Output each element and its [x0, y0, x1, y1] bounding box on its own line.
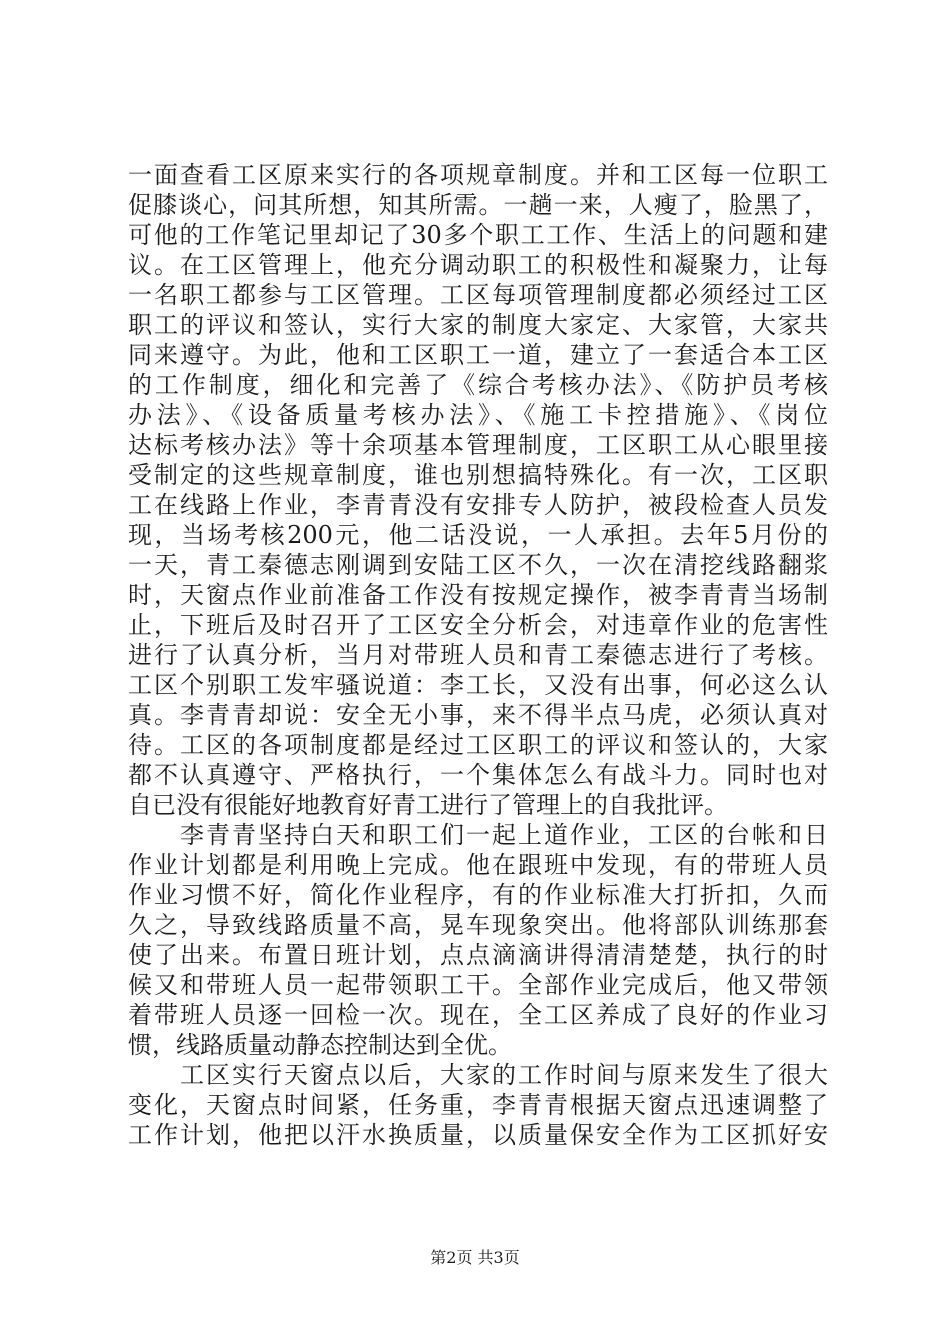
text-line: 工区实行天窗点以后，大家的工作时间与原来发生了很大	[128, 1061, 828, 1089]
text-line: 现，当场考核200元，他二话没说，一人承担。去年5月份的	[128, 521, 828, 549]
text-line: 作业习惯不好，简化作业程序，有的作业标准大打折扣，久而	[128, 881, 828, 909]
text-line: 使了出来。布置日班计划，点点滴滴讲得清清楚楚，执行的时	[128, 941, 828, 969]
text-line: 久之，导致线路质量不高，晃车现象突出。他将部队训练那套	[128, 911, 828, 939]
text-line: 的工作制度，细化和完善了《综合考核办法》、《防护员考核	[128, 371, 828, 399]
text-line: 一天，青工秦德志刚调到安陆工区不久，一次在清挖线路翻浆	[128, 551, 828, 579]
text-line: 职工的评议和签认，实行大家的制度大家定、大家管，大家共	[128, 311, 828, 339]
page-footer: 第2页 共3页	[430, 1248, 520, 1267]
text-line: 止，下班后及时召开了工区安全分析会，对违章作业的危害性	[128, 611, 828, 639]
text-line: 同来遵守。为此，他和工区职工一道，建立了一套适合本工区	[128, 341, 828, 369]
text-line: 李青青坚持白天和职工们一起上道作业，工区的台帐和日	[128, 821, 828, 849]
text-line: 促膝谈心，问其所想，知其所需。一趟一来，人瘦了，脸黑了，	[128, 191, 828, 219]
text-line: 达标考核办法》等十余项基本管理制度，工区职工从心眼里接	[128, 431, 828, 459]
text-line: 可他的工作笔记里却记了30多个职工工作、生活上的问题和建	[128, 221, 828, 249]
text-line: 一面查看工区原来实行的各项规章制度。并和工区每一位职工	[128, 161, 828, 189]
text-line: 作业计划都是利用晚上完成。他在跟班中发现，有的带班人员	[128, 851, 828, 879]
text-line: 真。李青青却说：安全无小事，来不得半点马虎，必须认真对	[128, 701, 828, 729]
body-text	[128, 160, 828, 1150]
text-line: 候又和带班人员一起带领职工干。全部作业完成后，他又带领	[128, 971, 828, 999]
text-line: 都不认真遵守、严格执行，一个集体怎么有战斗力。同时也对	[128, 761, 828, 789]
text-line: 工作计划，他把以汗水换质量，以质量保安全作为工区抓好安	[128, 1121, 828, 1149]
text-line: 工区个别职工发牢骚说道：李工长，又没有出事，何必这么认	[128, 671, 828, 699]
text-line: 进行了认真分析，当月对带班人员和青工秦德志进行了考核。	[128, 641, 828, 669]
text-line: 惯，线路质量动静态控制达到全优。	[128, 1031, 512, 1059]
text-line: 工在线路上作业，李青青没有安排专人防护，被段检查人员发	[128, 491, 828, 519]
text-line: 议。在工区管理上，他充分调动职工的积极性和凝聚力，让每	[128, 251, 828, 279]
text-line: 一名职工都参与工区管理。工区每项管理制度都必须经过工区	[128, 281, 828, 309]
text-line: 自已没有很能好地教育好青工进行了管理上的自我批评。	[128, 791, 728, 819]
text-line: 着带班人员逐一回检一次。现在，全工区养成了良好的作业习	[128, 1001, 828, 1029]
text-line: 受制定的这些规章制度，谁也别想搞特殊化。有一次，工区职	[128, 461, 828, 489]
text-line: 变化，天窗点时间紧，任务重，李青青根据天窗点迅速调整了	[128, 1091, 828, 1119]
text-line: 办法》、《设备质量考核办法》、《施工卡控措施》、《岗位	[128, 401, 828, 429]
text-line: 待。工区的各项制度都是经过工区职工的评议和签认的，大家	[128, 731, 828, 759]
text-line: 时，天窗点作业前准备工作没有按规定操作，被李青青当场制	[128, 581, 828, 609]
